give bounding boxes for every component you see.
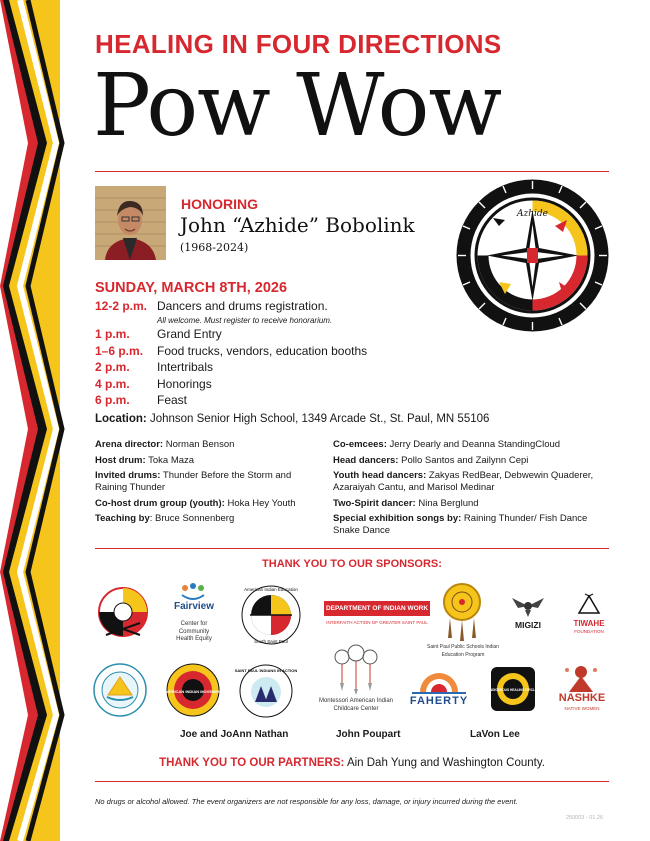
schedule-row bbox=[95, 393, 415, 408]
montessori-caption: Montessori American Indian Childcare Center bbox=[318, 698, 394, 712]
schedule-desc: Intertribals bbox=[157, 360, 214, 375]
schedule-desc: Grand Entry bbox=[157, 327, 222, 342]
credit-item bbox=[95, 455, 310, 467]
aim-logo-icon bbox=[162, 663, 224, 717]
tiwahe-sub: FOUNDATION bbox=[574, 629, 604, 634]
credit-value: Toka Maza bbox=[148, 454, 195, 466]
credit-label: Co-emcees: bbox=[333, 439, 387, 450]
migizi-name: MIGIZI bbox=[515, 620, 541, 630]
credit-value: Pollo Santos and Zailynn Cepi bbox=[401, 454, 529, 466]
diw-logo: DEPARTMENT OF INDIAN WORK bbox=[324, 601, 430, 616]
schedule-time: 1 p.m. bbox=[95, 327, 130, 342]
credit-label: Invited drums: bbox=[95, 470, 161, 481]
schedule-desc: Dancers and drums registration. bbox=[157, 299, 328, 313]
schedule-row bbox=[95, 360, 415, 375]
schedule-time: 1–6 p.m. bbox=[95, 343, 144, 358]
donor-name: LaVon Lee bbox=[470, 729, 520, 740]
nashke-name: NASHKE bbox=[558, 692, 606, 704]
medallion-icon bbox=[455, 178, 610, 333]
credit-label: Head dancers: bbox=[333, 454, 399, 466]
divider-sponsors bbox=[95, 548, 609, 549]
nashke-sub: NATIVE WOMEN bbox=[564, 706, 600, 711]
migizi-eagle-icon bbox=[510, 596, 546, 618]
credit-item bbox=[95, 498, 310, 510]
spiia-logo-icon bbox=[234, 664, 298, 718]
disclaimer: No drugs or alcohol allowed. The event organizers are not responsible for any loss, damage, or injury incurred during the event. bbox=[95, 797, 518, 806]
credit-label: Youth head dancers: bbox=[333, 470, 427, 481]
event-location bbox=[95, 413, 489, 425]
credit-value: Raining Thunder/ Fish Dance Snake Dance bbox=[333, 513, 588, 536]
american-indian-education-icon bbox=[240, 584, 302, 646]
honoree-name: John “Azhide” Bobolink bbox=[180, 213, 415, 237]
indigenous-healing-circle-icon bbox=[488, 667, 538, 711]
credit-label: Teaching by bbox=[95, 513, 150, 524]
credits-right bbox=[333, 439, 611, 541]
credit-value: : Bruce Sonnenberg bbox=[149, 513, 235, 524]
credit-item bbox=[333, 513, 611, 537]
spiia-text: SAINT PAUL INDIANS IN ACTION bbox=[234, 668, 298, 673]
tiwahe-tipi-icon bbox=[577, 594, 601, 614]
location-label: Location: bbox=[95, 413, 147, 425]
aie-arc-text: American Indian Education bbox=[244, 587, 298, 592]
honoree-photo bbox=[95, 186, 166, 260]
credit-label: Co-host drum group (youth): bbox=[95, 497, 225, 509]
schedule-row bbox=[95, 327, 415, 342]
montessori-dreamcatcher-icon bbox=[332, 643, 380, 695]
schedule-time: 2 p.m. bbox=[95, 360, 130, 375]
fairview-icon bbox=[180, 583, 206, 601]
schedule-time: 6 p.m. bbox=[95, 392, 130, 407]
divider-top bbox=[95, 171, 609, 172]
partners-line bbox=[95, 757, 609, 769]
credit-label: Arena director: bbox=[95, 439, 164, 450]
credit-item bbox=[333, 498, 611, 510]
aim-text: AMERICAN INDIAN MOVEMENT bbox=[162, 689, 224, 694]
credit-item bbox=[95, 513, 310, 525]
credits-left bbox=[95, 439, 310, 529]
credit-value: Zakyas RedBear, Debwewin Quaderer, Azaraiyah Cantu, and Marisol Medinar bbox=[333, 470, 594, 493]
credit-label: Special exhibition songs by: bbox=[333, 513, 462, 524]
sponsors-heading: THANK YOU TO OUR SPONSORS: bbox=[262, 558, 442, 570]
credit-value: Nina Berglund bbox=[418, 497, 479, 509]
event-title: Pow Wow bbox=[93, 56, 502, 156]
credit-item bbox=[333, 439, 611, 451]
honoree-years: (1968-2024) bbox=[180, 241, 249, 254]
tiwahe-name: TIWAHE bbox=[573, 619, 605, 628]
circle-logo-icon bbox=[93, 663, 147, 717]
credit-value: Jerry Dearly and Deanna StandingCloud bbox=[389, 439, 561, 450]
honoring-label: HONORING bbox=[181, 196, 258, 212]
schedule-row bbox=[95, 377, 415, 392]
faherty-sun-icon bbox=[410, 672, 468, 694]
schedule-list bbox=[95, 299, 415, 409]
fairview-name: Fairview bbox=[173, 601, 215, 612]
diw-subtext: INTERFAITH ACTION OF GREATER SAINT PAUL bbox=[326, 620, 428, 625]
event-subtitle: HEALING IN FOUR DIRECTIONS bbox=[95, 29, 502, 59]
schedule-time: 4 p.m. bbox=[95, 376, 130, 391]
healing-circle-text: INDIGENOUS HEALING CIRCLE bbox=[488, 688, 538, 692]
fairview-caption: Center for Community Health Equity bbox=[176, 621, 212, 642]
credit-item bbox=[95, 470, 310, 494]
donor-name: John Poupart bbox=[336, 729, 401, 740]
print-code: 250003 - 01.26 bbox=[566, 815, 604, 821]
credit-value: Norman Benson bbox=[165, 439, 235, 450]
schedule-row bbox=[95, 344, 415, 359]
partners-text: Ain Dah Yung and Washington County. bbox=[346, 757, 545, 769]
sppps-caption: Saint Paul Public Schools Indian Education Program bbox=[427, 644, 499, 658]
schedule-time: 12-2 p.m. bbox=[95, 299, 148, 313]
aisf-logo-icon bbox=[92, 583, 154, 645]
credit-label: Two-Spirit dancer: bbox=[333, 497, 416, 509]
partners-label: THANK YOU TO OUR PARTNERS: bbox=[159, 757, 345, 769]
credit-item bbox=[95, 439, 310, 451]
credit-item bbox=[333, 470, 611, 494]
schedule-desc: Honorings bbox=[157, 376, 212, 391]
credit-value: Hoka Hey Youth bbox=[227, 497, 296, 509]
faherty-name: FAHERTY bbox=[409, 695, 469, 707]
schedule-note: All welcome. Must register to receive honorarium. bbox=[157, 316, 333, 325]
location-address: Johnson Senior High School, 1349 Arcade St., St. Paul, MN 55106 bbox=[149, 413, 490, 425]
chevron-border bbox=[0, 0, 60, 841]
donor-name: Joe and JoAnn Nathan bbox=[180, 729, 289, 740]
nashke-figure-icon bbox=[561, 664, 601, 692]
divider-bottom bbox=[95, 781, 609, 782]
dreamcatcher-icon bbox=[440, 580, 484, 642]
medallion-name: Azhide bbox=[516, 209, 549, 219]
event-date: SUNDAY, MARCH 8TH, 2026 bbox=[95, 280, 288, 296]
credit-label: Host drum: bbox=[95, 454, 146, 466]
credit-item bbox=[333, 455, 611, 467]
schedule-desc: Feast bbox=[157, 392, 188, 407]
schedule-desc: Food trucks, vendors, education booths bbox=[157, 343, 368, 358]
aie-bottom-text: South Saint Paul bbox=[254, 639, 288, 644]
schedule-row bbox=[95, 299, 415, 326]
credit-value: Thunder Before the Storm and Raining Thunder bbox=[95, 470, 292, 493]
